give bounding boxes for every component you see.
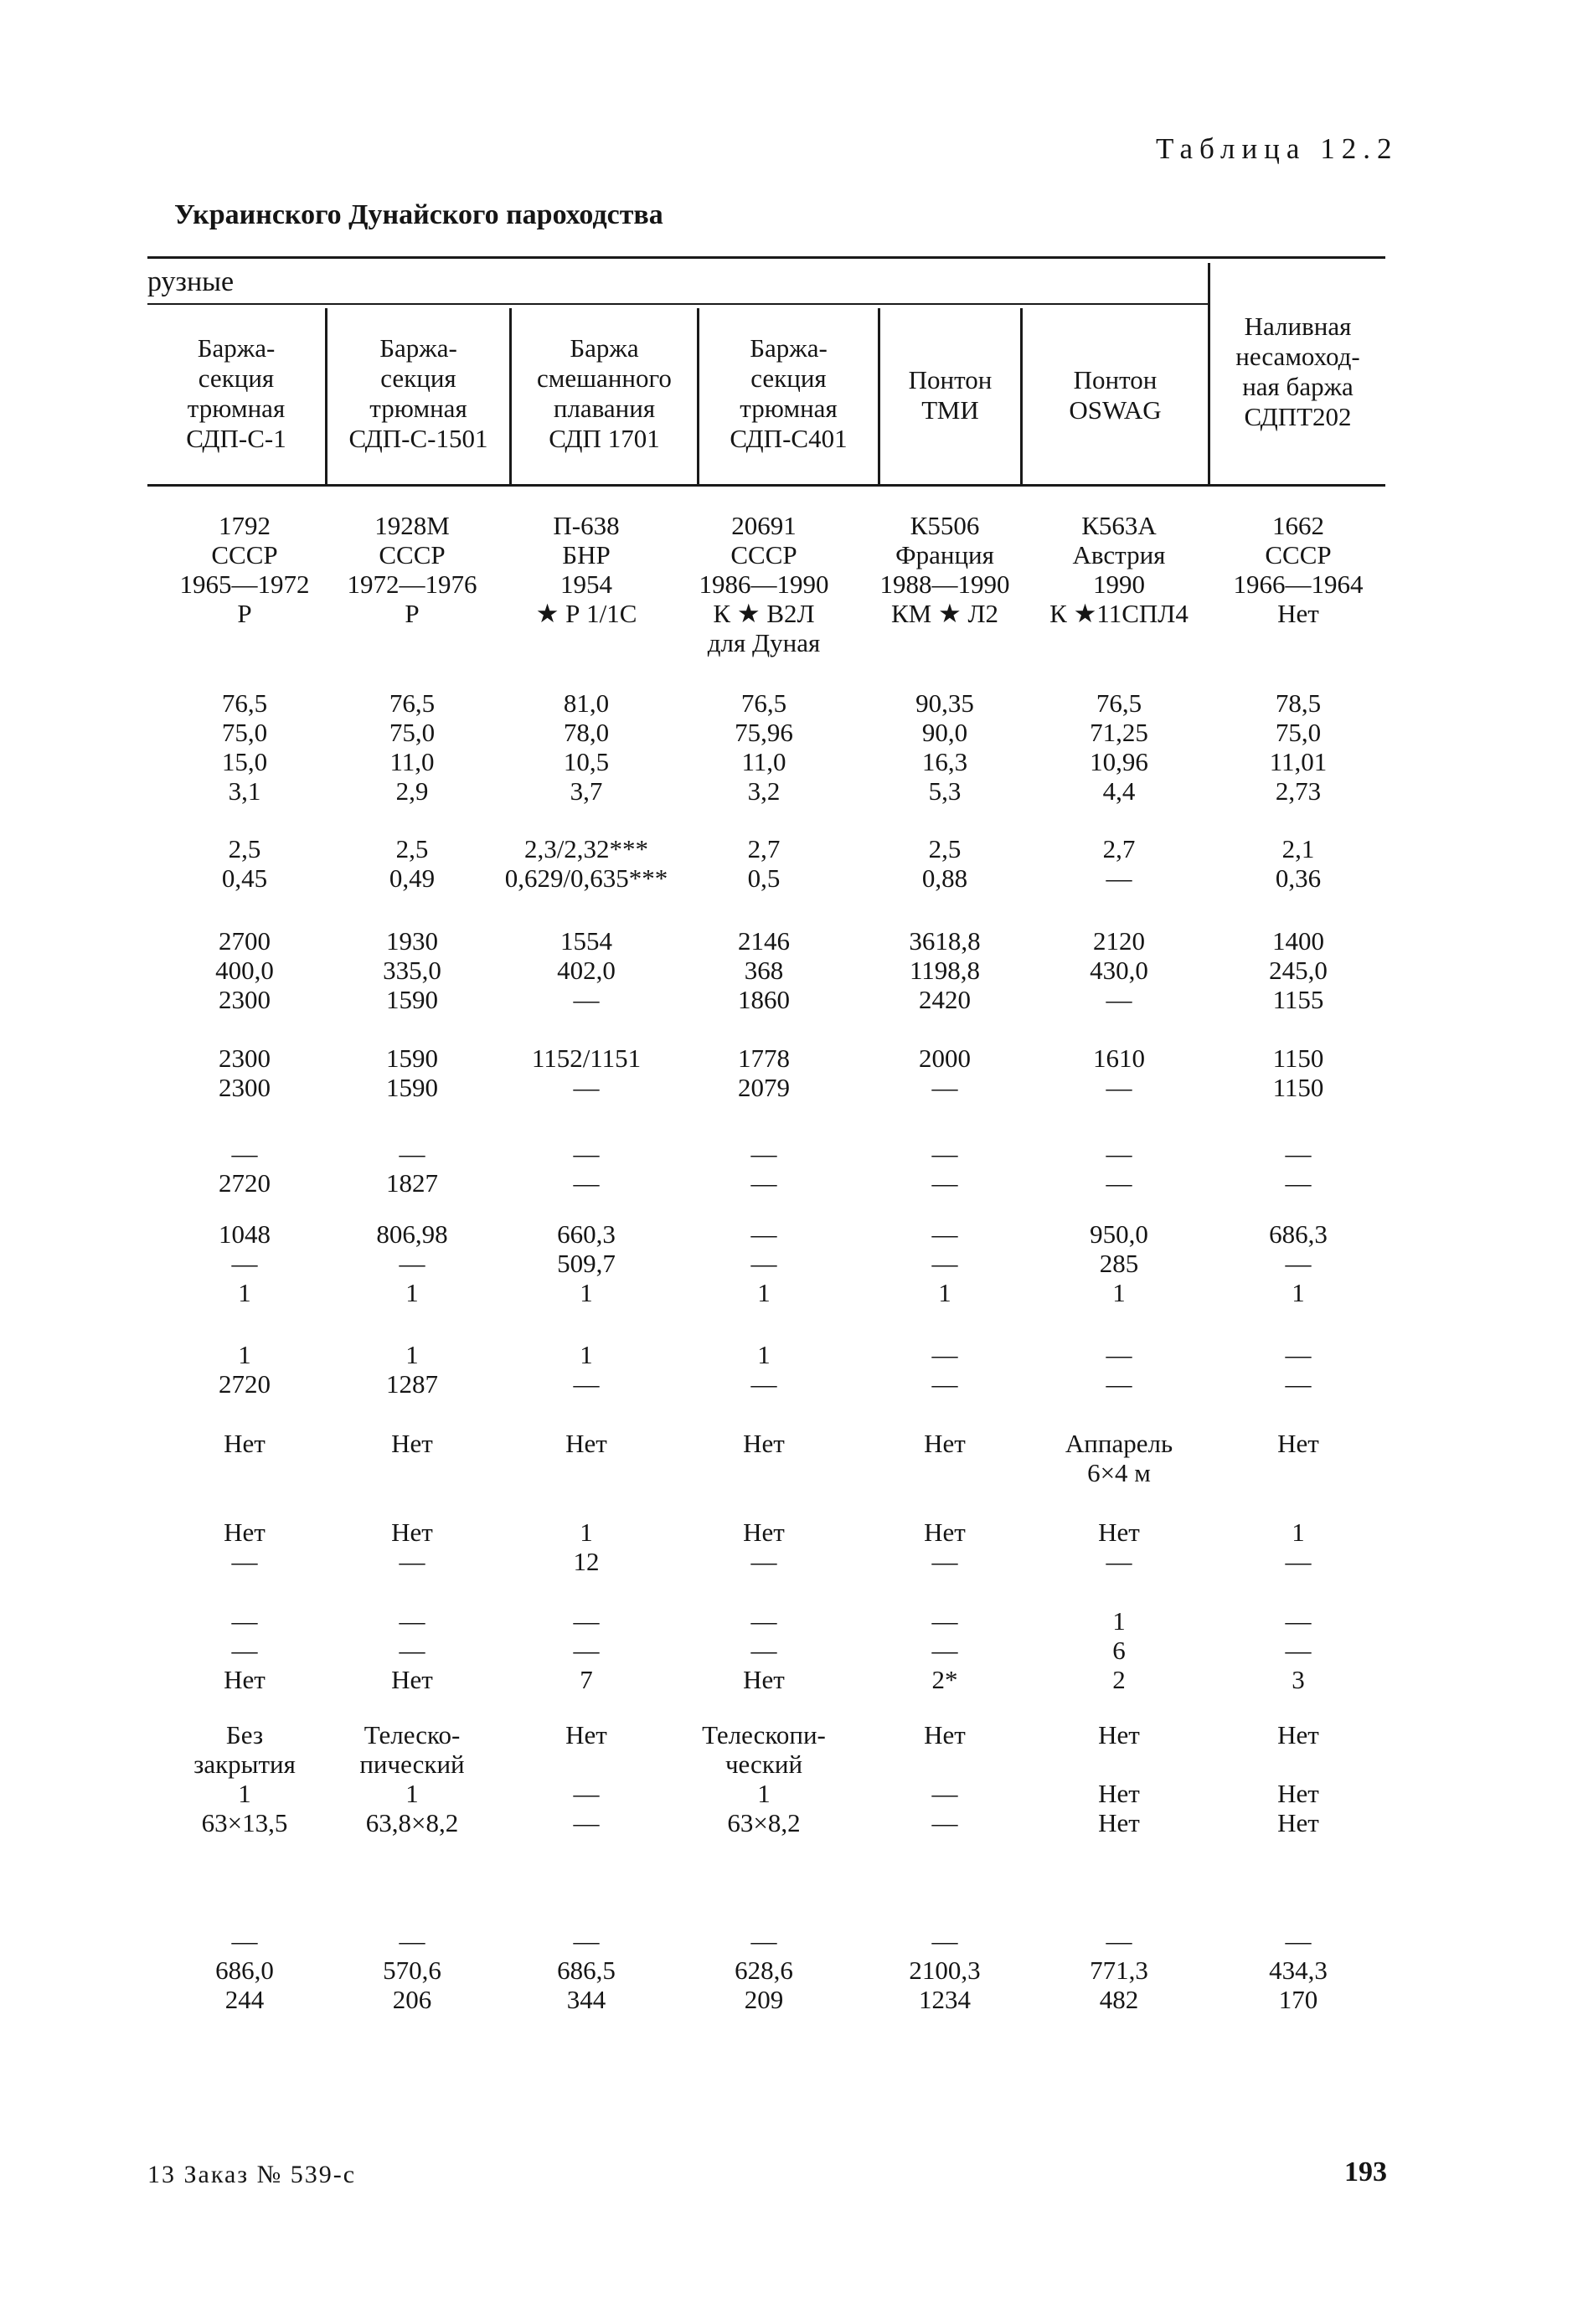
table-cell: 1400 245,0 1155 bbox=[1269, 926, 1328, 1014]
table-cell: 2,3/2,32*** 0,629/0,635*** bbox=[504, 834, 668, 893]
top-rule bbox=[147, 256, 1385, 259]
table-cell: — 2100,3 1234 bbox=[909, 1926, 981, 2014]
table-cell: 76,5 75,0 11,0 2,9 bbox=[389, 688, 436, 806]
table-subtitle: Украинского Дунайского пароходства bbox=[174, 199, 663, 230]
table-cell: — — 2* bbox=[931, 1606, 958, 1694]
table-cell: Нет bbox=[391, 1429, 433, 1458]
header-bottom-rule bbox=[147, 484, 1385, 487]
table-cell: — — bbox=[573, 1139, 600, 1198]
table-cell: — — Нет bbox=[743, 1606, 785, 1694]
column-divider bbox=[878, 308, 880, 484]
table-cell: Нет — bbox=[1098, 1518, 1140, 1576]
column-header: Понтон ТМИ bbox=[908, 365, 993, 425]
table-cell: Нет bbox=[743, 1429, 785, 1458]
table-cell: — 1827 bbox=[386, 1139, 438, 1198]
table-cell: 1928М СССР 1972—1976 Р bbox=[347, 511, 477, 628]
table-cell: 76,5 71,25 10,96 4,4 bbox=[1090, 688, 1148, 806]
column-header: Наливная несамоход- ная баржа СДПТ202 bbox=[1235, 312, 1360, 431]
table-cell: — — bbox=[1106, 1340, 1132, 1399]
table-cell: 660,3 509,7 1 bbox=[557, 1219, 616, 1307]
table-cell: 2146 368 1860 bbox=[738, 926, 790, 1014]
table-cell: 1 — bbox=[573, 1340, 600, 1399]
table-cell: 2,7 0,5 bbox=[747, 834, 781, 893]
table-cell: Аппарель 6×4 м bbox=[1065, 1429, 1173, 1487]
group-label: рузные bbox=[147, 266, 235, 297]
table-cell: 1554 402,0 — bbox=[557, 926, 616, 1014]
table-cell: Нет — bbox=[743, 1518, 785, 1576]
table-cell: — 2720 bbox=[219, 1139, 271, 1198]
table-cell: — 570,6 206 bbox=[383, 1926, 441, 2014]
table-cell: — — bbox=[931, 1340, 958, 1399]
table-cell: Нет bbox=[565, 1429, 607, 1458]
table-cell: 2,7 — bbox=[1102, 834, 1136, 893]
table-cell: 2000 — bbox=[919, 1043, 971, 1102]
table-cell: 686,3 — 1 bbox=[1269, 1219, 1328, 1307]
table-cell: 2120 430,0 — bbox=[1090, 926, 1148, 1014]
table-caption: Таблица 12.2 bbox=[1156, 132, 1399, 165]
table-cell: Нет — — bbox=[565, 1720, 607, 1837]
table-cell: Без закрытия 1 63×13,5 bbox=[193, 1720, 296, 1837]
table-cell: Телескопи- ческий 1 63×8,2 bbox=[702, 1720, 826, 1837]
column-header: Баржа смешанного плавания СДП 1701 bbox=[537, 333, 672, 453]
column-header: Баржа- секция трюмная СДП-С-1501 bbox=[348, 333, 488, 453]
table-cell: 1 2720 bbox=[219, 1340, 271, 1399]
table-cell: — — bbox=[1285, 1340, 1312, 1399]
table-cell: Нет — bbox=[924, 1518, 966, 1576]
column-divider bbox=[1020, 308, 1023, 484]
column-divider bbox=[509, 308, 512, 484]
table-cell: 1150 1150 bbox=[1272, 1043, 1324, 1102]
table-cell: 1 1287 bbox=[386, 1340, 438, 1399]
column-divider bbox=[325, 308, 327, 484]
table-cell: 2300 2300 bbox=[219, 1043, 271, 1102]
group-rule bbox=[147, 303, 1209, 305]
table-cell: 806,98 — 1 bbox=[376, 1219, 448, 1307]
table-cell: 78,5 75,0 11,01 2,73 bbox=[1269, 688, 1328, 806]
table-cell: 2,5 0,88 bbox=[921, 834, 968, 893]
table-cell: — — 3 bbox=[1285, 1606, 1312, 1694]
page-number: 193 bbox=[1344, 2157, 1387, 2187]
table-cell: — — bbox=[1106, 1139, 1132, 1198]
table-cell: 3618,8 1198,8 2420 bbox=[909, 926, 981, 1014]
table-cell: — — Нет bbox=[391, 1606, 433, 1694]
table-cell: 950,0 285 1 bbox=[1090, 1219, 1148, 1307]
table-cell: Нет Нет Нет bbox=[1277, 1720, 1319, 1837]
table-cell: — — 1 bbox=[931, 1219, 958, 1307]
table-cell: 1610 — bbox=[1093, 1043, 1145, 1102]
table-cell: — — Нет bbox=[224, 1606, 266, 1694]
column-divider bbox=[1208, 263, 1210, 484]
table-cell: Нет bbox=[224, 1429, 266, 1458]
table-cell: — 434,3 170 bbox=[1269, 1926, 1328, 2014]
table-cell: 1 12 bbox=[573, 1518, 600, 1576]
table-cell: 76,5 75,0 15,0 3,1 bbox=[221, 688, 268, 806]
table-cell: — — 1 bbox=[750, 1219, 777, 1307]
table-cell: 1590 1590 bbox=[386, 1043, 438, 1102]
table-cell: 81,0 78,0 10,5 3,7 bbox=[563, 688, 610, 806]
column-header: Баржа- секция трюмная СДП-С401 bbox=[730, 333, 848, 453]
table-cell: Нет — — bbox=[924, 1720, 966, 1837]
table-cell: 2700 400,0 2300 bbox=[215, 926, 274, 1014]
table-cell: — 686,5 344 bbox=[557, 1926, 616, 2014]
column-divider bbox=[697, 308, 699, 484]
table-cell: 76,5 75,96 11,0 3,2 bbox=[735, 688, 793, 806]
table-cell: — — 7 bbox=[573, 1606, 600, 1694]
table-cell: Нет — bbox=[224, 1518, 266, 1576]
table-cell: — — bbox=[1285, 1139, 1312, 1198]
table-cell: 1930 335,0 1590 bbox=[383, 926, 441, 1014]
column-header: Понтон OSWAG bbox=[1069, 365, 1162, 425]
table-cell: 90,35 90,0 16,3 5,3 bbox=[915, 688, 974, 806]
table-cell: — 686,0 244 bbox=[215, 1926, 274, 2014]
table-cell: — — bbox=[931, 1139, 958, 1198]
table-cell: — 771,3 482 bbox=[1090, 1926, 1148, 2014]
table-cell: 20691 СССР 1986—1990 К ★ В2Л для Дуная bbox=[699, 511, 829, 657]
table-cell: 1792 СССР 1965—1972 Р bbox=[179, 511, 310, 628]
table-cell: — — bbox=[750, 1139, 777, 1198]
table-cell: К563А Австрия 1990 К ★11СПЛ4 bbox=[1049, 511, 1189, 628]
column-header: Баржа- секция трюмная СДП-С-1 bbox=[186, 333, 286, 453]
table-cell: К5506 Франция 1988—1990 КМ ★ Л2 bbox=[879, 511, 1010, 628]
table-cell: 2,5 0,45 bbox=[221, 834, 268, 893]
table-cell: 1048 — 1 bbox=[219, 1219, 271, 1307]
table-cell: 1 — bbox=[1285, 1518, 1312, 1576]
table-cell: Нет — bbox=[391, 1518, 433, 1576]
print-order-note: 13 Заказ № 539-с bbox=[147, 2161, 357, 2188]
table-cell: Телеско- пический 1 63,8×8,2 bbox=[359, 1720, 465, 1837]
table-cell: 2,5 0,49 bbox=[389, 834, 436, 893]
table-cell: 1 6 2 bbox=[1112, 1606, 1126, 1694]
table-cell: Нет bbox=[1277, 1429, 1319, 1458]
table-cell: — 628,6 209 bbox=[735, 1926, 793, 2014]
table-cell: 1778 2079 bbox=[738, 1043, 790, 1102]
table-cell: Нет bbox=[924, 1429, 966, 1458]
table-cell: 1152/1151 — bbox=[531, 1043, 642, 1102]
table-cell: Нет Нет Нет bbox=[1098, 1720, 1140, 1837]
table-cell: 1662 СССР 1966—1964 Нет bbox=[1233, 511, 1364, 628]
table-cell: 1 — bbox=[750, 1340, 777, 1399]
table-cell: П-638 БНР 1954 ★ Р 1/1С bbox=[535, 511, 637, 628]
table-cell: 2,1 0,36 bbox=[1275, 834, 1322, 893]
